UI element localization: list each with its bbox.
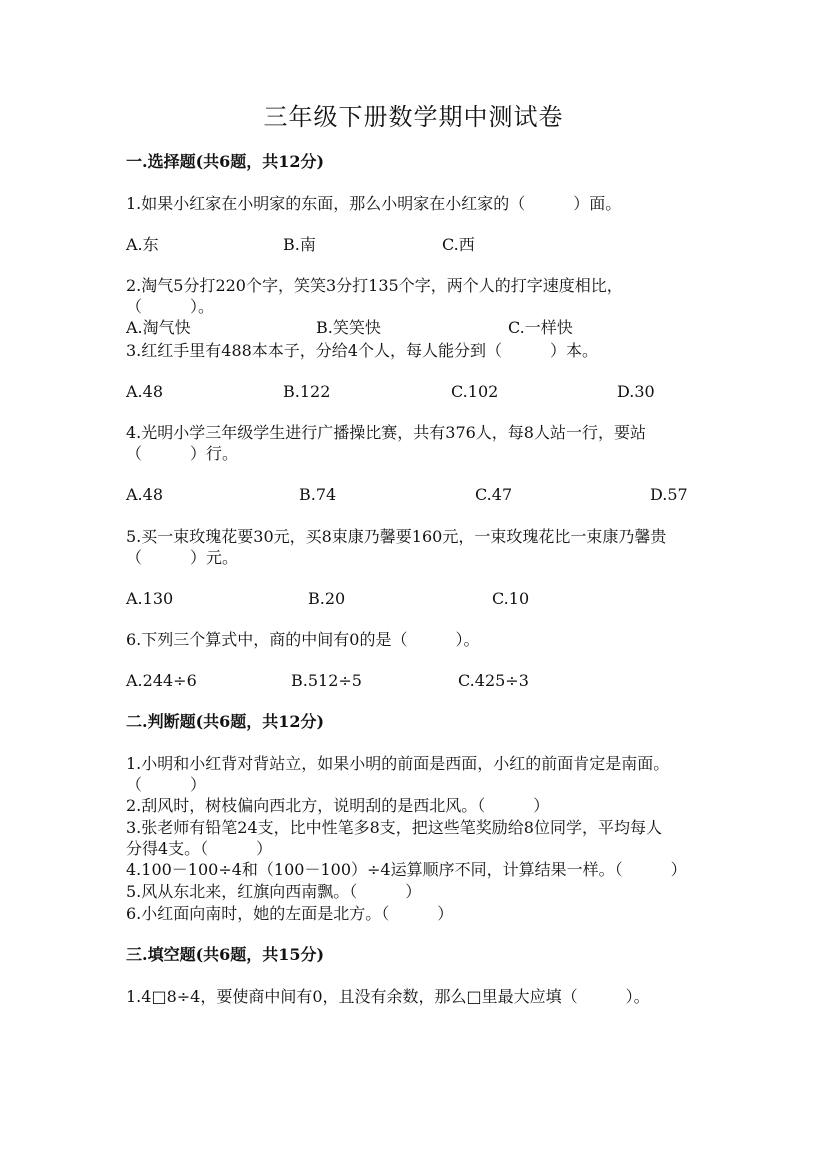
section-heading-judgment: 二.判断题(共6题，共12分)	[126, 712, 325, 731]
question-text: （ ）元。	[126, 548, 239, 567]
question-text: 5.买一束玫瑰花要30元，买8束康乃馨要160元，一束玫瑰花比一束康乃馨贵	[126, 527, 667, 546]
option-a: A.48	[126, 485, 163, 504]
exam-title: 三年级下册数学期中测试卷	[263, 103, 564, 131]
option-b: B.20	[308, 589, 346, 608]
question-text: 分得4支。（ ）	[126, 839, 273, 858]
option-c: C.一样快	[508, 318, 573, 337]
option-c: C.10	[492, 589, 530, 608]
question-text: 1.如果小红家在小明家的东面，那么小明家在小红家的（ ）面。	[126, 194, 622, 213]
question-text: （ ）。	[126, 297, 215, 316]
question-text: 2.淘气5分打220个字，笑笑3分打135个字，两个人的打字速度相比，	[126, 276, 623, 295]
option-d: D.57	[650, 485, 688, 504]
question-text: 1.小明和小红背对背站立，如果小明的前面是西面，小红的前面肯定是南面。	[126, 754, 670, 773]
option-c: C.425÷3	[458, 671, 529, 690]
option-c: C.47	[475, 485, 513, 504]
question-text: 6.下列三个算式中，商的中间有0的是（ ）。	[126, 630, 480, 649]
question-text: 4.100－100÷4和（100－100）÷4运算顺序不同，计算结果一样。（ ）	[126, 860, 687, 879]
option-b: B.笑笑快	[316, 318, 381, 337]
question-text: （ ）行。	[126, 444, 239, 463]
option-a: A.淘气快	[126, 318, 191, 337]
question-text: （ ）	[126, 775, 207, 794]
question-text: 2.刮风时，树枝偏向西北方，说明刮的是西北风。（ ）	[126, 796, 550, 815]
section-heading-choice: 一.选择题(共6题，共12分)	[126, 152, 325, 171]
option-a: A.130	[126, 589, 174, 608]
question-text: 4.光明小学三年级学生进行广播操比赛，共有376人，每8人站一行，要站	[126, 423, 646, 442]
option-c: C.102	[451, 382, 499, 401]
option-c: C.西	[442, 235, 475, 254]
question-text: 1.4□8÷4，要使商中间有0，且没有余数，那么□里最大应填（ ）。	[126, 987, 650, 1006]
option-b: B.512÷5	[291, 671, 362, 690]
question-text: 3.张老师有铅笔24支，比中性笔多8支，把这些笔奖励给8位同学，平均每人	[126, 818, 662, 837]
question-text: 6.小红面向南时，她的左面是北方。（ ）	[126, 904, 454, 923]
question-text: 5.风从东北来，红旗向西南飘。（ ）	[126, 882, 422, 901]
option-a: A.东	[126, 235, 159, 254]
option-d: D.30	[617, 382, 655, 401]
section-heading-fill-blank: 三.填空题(共6题，共15分)	[126, 945, 325, 964]
option-a: A.244÷6	[126, 671, 197, 690]
option-b: B.74	[299, 485, 337, 504]
option-b: B.122	[283, 382, 331, 401]
question-text: 3.红红手里有488本本子，分给4个人，每人能分到（ ）本。	[126, 341, 598, 360]
option-a: A.48	[126, 382, 163, 401]
option-b: B.南	[283, 235, 316, 254]
